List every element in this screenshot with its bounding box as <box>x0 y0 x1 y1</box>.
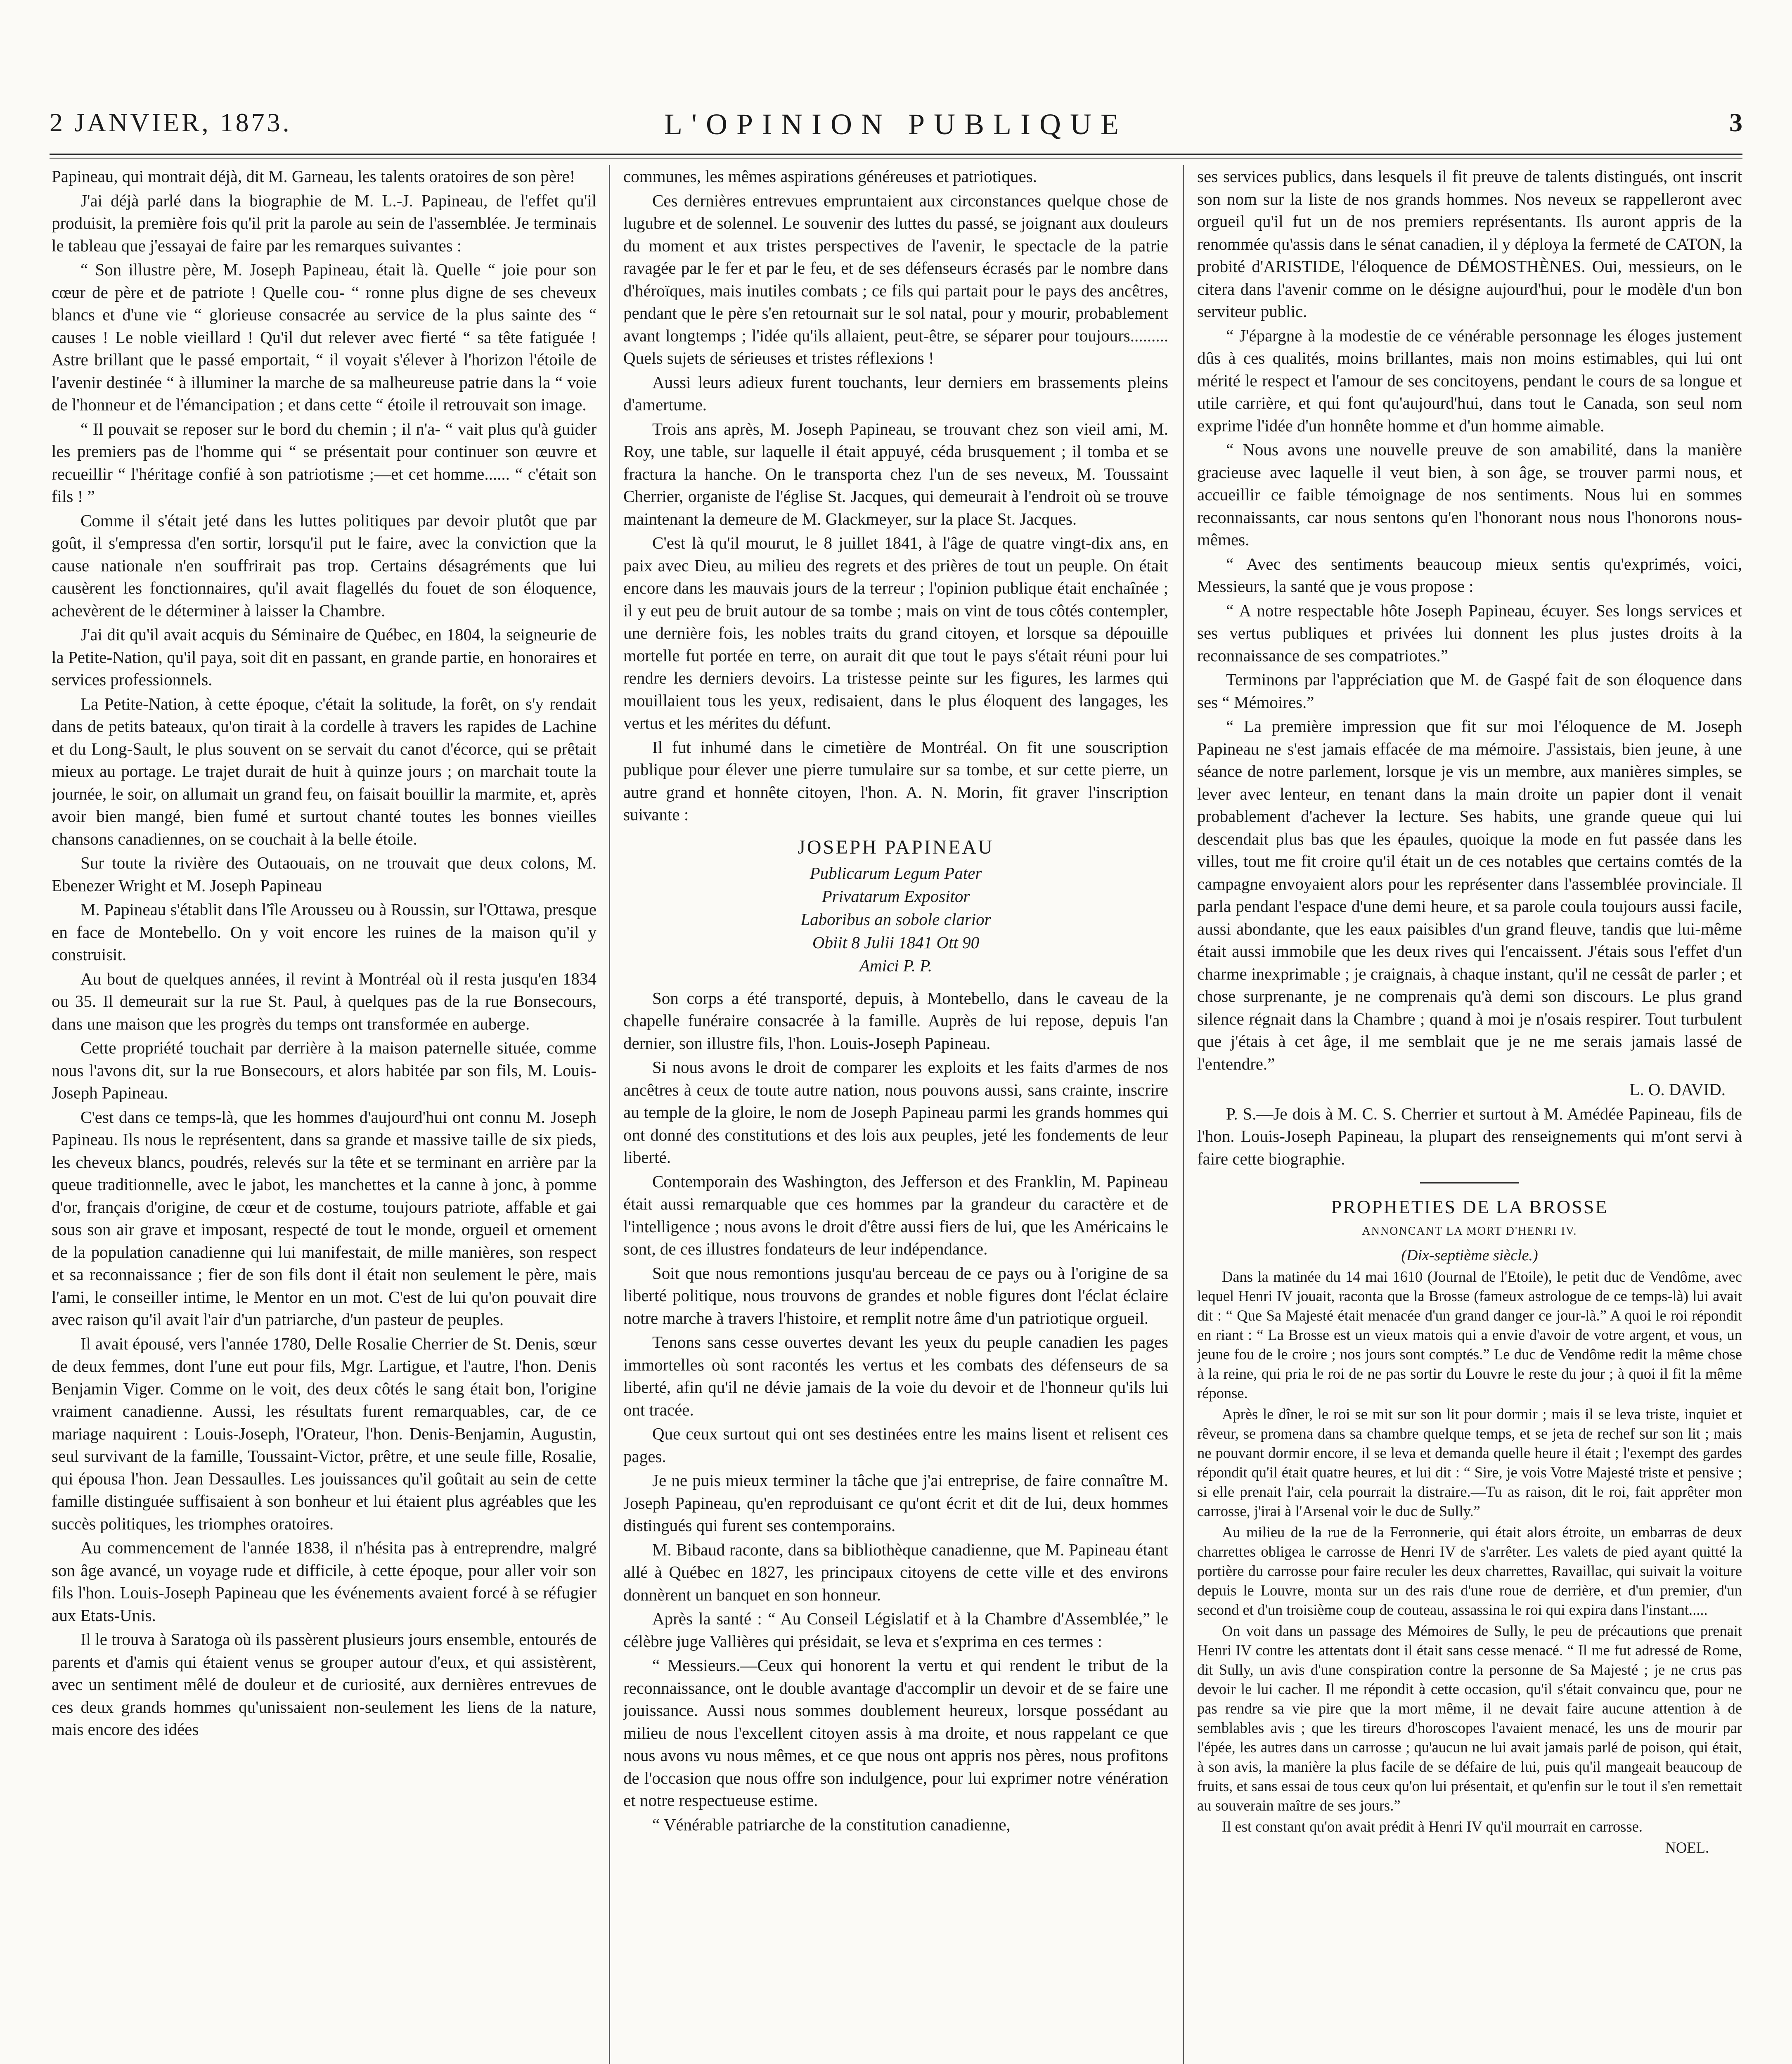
masthead-title: L'OPINION PUBLIQUE <box>664 108 1128 141</box>
paragraph: Au milieu de la rue de la Ferronnerie, qui était alors étroite, un embarras de deux charrettes obligea le carrosse de Henri IV de s'arrêter. Les valets de pied ayant quitté la portière du carrosse pour faire reculer les deux charrettes, Ravaillac, qui suivait la voiture depuis le Louvre, monta sur un des rais d'une roue de derrière, et d'un premier, d'un second et d'un troisième coup de couteau, assassina le roi qui expira dans l'instant..... <box>1197 1523 1742 1618</box>
quote-paragraph: “ J'épargne à la modestie de ce vénérable personnage les éloges justement dûs à ces qualités, moins brillantes, mais non moins estimables, qui lui ont mérité le respect et l'amour de ses concitoyens, pendant le cours de sa longue et utile carrière, et qui font qu'aujourd'hui, dans tout le Canada, son seul nom exprime l'idée d'un honnête homme et d'un homme aimable. <box>1197 326 1742 435</box>
quote-paragraph: “ Messieurs.—Ceux qui honorent la vertu et qui rendent le tribut de la reconnaissance, ont le double avantage d'accomplir un devoir et de se faire une jouissance. Aussi nous sommes doublement heureux, lorsque possédant au milieu de nous l'excellent citoyen assis à ma droite, et nous rappelant ce que nous avons vu nous mêmes, et ce que nous ont appris nos pères, nous profitons de l'occasion que nous offre son indulgence, pour lui exprimer notre vénération et notre respectueuse estime. <box>623 1656 1168 1810</box>
paragraph: ses services publics, dans lesquels il fit preuve de talents distingués, ont inscrit son nom sur la liste de nos grands hommes. Nos neveux se rappelleront avec orgueil qu'il fut un de nos premiers représentants. Ils auront appris de la renommée qu'assis dans le sénat canadien, il y déploya la fermeté de CATON, la probité d'ARISTIDE, l'éloquence de DÉMOSTHÈNES. Oui, messieurs, on le citera dans l'avenir comme on le désigne aujourd'hui, pour le modèle d'un bon serviteur public. <box>1197 167 1742 321</box>
epitaph-line: Privatarum Expositor <box>821 886 970 906</box>
quote-paragraph: “ Il pouvait se reposer sur le bord du chemin ; il n'a- “ vait plus qu'à guider les premiers pas de l'homme qui “ se présentait pour continuer son œuvre et recueillir “ l'héritage confié à son patriotisme ;—et cet homme...... “ c'était son fils ! ” <box>52 419 597 506</box>
paragraph: On voit dans un passage des Mémoires de Sully, le peu de précautions que prenait Henri IV contre les attentats dont il était sans cesse menacé. “ Il me fut adressé de Rome, dit Sully, un avis d'une conspiration contre la personne de Sa Majesté ; je ne crus pas devoir le lui cacher. Il me répondit à cette occasion, qu'il s'était convaincu que, pour ne pas rendre sa vie pire que la mort même, il ne devait faire aucune attention à de semblables avis ; que les tireurs d'horoscopes l'avaient menacé, les uns de mourir par l'épée, les autres dans un carrosse ; qu'aucun ne lui avait jamais parlé de poison, qui était, à son avis, la manière la plus facile de se défaire de lui, puis qu'il mangeait beaucoup de fruits, et sans essai de tous ceux qu'on lui présentait, et qu'enfin sur le tout il s'en remettait au souverain maître de ses jours.” <box>1197 1622 1742 1814</box>
paragraph: Terminons par l'appréciation que M. de Gaspé fait de son éloquence dans ses “ Mémoires.” <box>1197 670 1742 712</box>
paragraph: Contemporain des Washington, des Jefferson et des Franklin, M. Papineau était aussi remarquable que ces hommes par la grandeur du caractère et de l'intelligence ; nous avons le droit d'être aussi fiers de lui, que les Américains le sont, de ces illustres fondateurs de leur indépendance. <box>623 1172 1168 1258</box>
paragraph: Ces dernières entrevues empruntaient aux circonstances quelque chose de lugubre et de solennel. Le souvenir des luttes du passé, se joignant aux douleurs du moment et aux tristes perspectives de l'avenir, le spectacle de la patrie ravagée par le fer et par le feu, et de ses défenseurs écrasés par le nombre dans d'héroïques, mais inutiles combats ; ce fils qui partait pour le pays des ancêtres, pendant que le père s'en retournait sur le sol natal, pour y mourir, probablement avant longtemps ; l'idée qu'ils allaient, peut-être, se séparer pour toujours......... Quels sujets de sérieuses et tristes réflexions ! <box>623 191 1168 367</box>
column-1 <box>52 165 597 2064</box>
quote-paragraph: “ A notre respectable hôte Joseph Papineau, écuyer. Ses longs services et ses vertus publiques et privées lui donnent les plus justes droits à la reconnaissance de ses compatriotes.” <box>1197 601 1742 665</box>
paragraph: Il est constant qu'on avait prédit à Henri IV qu'il mourrait en carrosse. <box>1222 1818 1643 1835</box>
paragraph: La Petite-Nation, à cette époque, c'était la solitude, la forêt, on s'y rendait dans de petits bateaux, qu'on tirait à la cordelle à travers les rapides de Lachine et du Long-Sault, le plus souvent on se servait du canot d'écorce, qui se prêtait mieux au portage. Le trajet durait de huit à quinze jours ; on marchait toute la journée, le soir, on allumait un grand feu, on faisait bouillir la marmite, et, après avoir bien mangé, bien fumé et surtout chanté toutes les bonnes vieilles chansons canadiennes, on se couchait à la belle étoile. <box>52 694 597 848</box>
paragraph: Soit que nous remontions jusqu'au berceau de ce pays ou à l'origine de sa liberté politique, nous trouvons de grandes et noble figures dont l'éclat éclaire notre marche à travers l'histoire, et remplit notre âme d'un patriotique orgueil. <box>623 1263 1168 1328</box>
epitaph-line: Obiit 8 Julii 1841 Ott 90 <box>812 933 980 952</box>
paragraph: Cette propriété touchait par derrière à la maison paternelle située, comme nous l'avons dit, sur la rue Bonsecours, et alors habitée par son fils, M. Louis-Joseph Papineau. <box>52 1038 597 1102</box>
section-title: PROPHETIES DE LA BROSSE <box>1331 1196 1608 1217</box>
quote-paragraph: “ Avec des sentiments beaucoup mieux sentis qu'exprimés, voici, Messieurs, la santé que je vous propose : <box>1197 554 1742 596</box>
author-signature: NOEL. <box>1665 1839 1709 1856</box>
paragraph: Tenons sans cesse ouvertes devant les yeux du peuple canadien les pages immortelles où sont racontés les vertus et les combats des défenseurs de sa liberté, afin qu'il ne dévie jamais de la voie du devoir et de l'honneur qu'ils lui ont tracée. <box>623 1333 1168 1419</box>
issue-date: 2 JANVIER, 1873. <box>50 108 292 137</box>
section-century: (Dix-septième siècle.) <box>1401 1247 1538 1264</box>
paragraph: Trois ans après, M. Joseph Papineau, se trouvant chez son vieil ami, M. Roy, une table, sur laquelle il était appuyé, céda brusquement ; il tomba et se fractura la hanche. On le transporta chez l'un de ses neveux, M. Toussaint Cherrier, organiste de l'église St. Jacques, qui demeurait à l'endroit où se trouve maintenant la demeure de M. Glackmeyer, sur la place St. Jacques. <box>623 419 1168 528</box>
paragraph: Après le dîner, le roi se mit sur son lit pour dormir ; mais il se leva triste, inquiet et rêveur, se promena dans sa chambre quelque temps, et se jeta de rechef sur son lit ; mais ne pouvant dormir encore, il se leva et demanda quelle heure il était ; l'exempt des gardes répondit qu'il était quatre heures, et lui dit : “ Sire, je vois Votre Majesté triste et pensive ; si elle prenait l'air, cela pourrait la distraire.—Tu as raison, dit le roi, fait apprêter mon carrosse, j'irai à l'Arsenal voir le duc de Sully.” <box>1197 1405 1742 1520</box>
paragraph: Il le trouva à Saratoga où ils passèrent plusieurs jours ensemble, entourés de parents et d'amis qui étaient venus se grouper autour d'eux, et qui assistèrent, avec un sentiment mêlé de douleur et de curiosité, aux dernières entrevues de ces deux grands hommes qu'unissaient non-seulement les liens de la nature, mais encore des idées <box>52 1630 597 1739</box>
author-signature: L. O. DAVID. <box>1629 1080 1726 1099</box>
page-number: 3 <box>1729 108 1742 137</box>
quote-paragraph: “ Nous avons une nouvelle preuve de son amabilité, dans la manière gracieuse avec laquelle il veut bien, à son âge, se trouver parmi nous, et accueillir ce faible témoignage de nos sentiments. Nous lui en sommes reconnaissants, car nous sentons qu'en l'honorant nous nous l'honorons nous-mêmes. <box>1197 440 1742 549</box>
quote-paragraph: “ Son illustre père, M. Joseph Papineau, était là. Quelle “ joie pour son cœur de père et de patriote ! Quelle cou- “ ronne plus digne de ses cheveux blancs et d'une vie “ glorieuse consacrée au service de la plus sainte des “ causes ! Le noble vieillard ! Qu'il dut relever avec fierté “ sa tête fatiguée ! Astre brillant que le passé emportait, “ il voyait s'élever à l'horizon l'étoile de l'avenir destinée “ à illuminer la marche de sa malheureuse patrie dans la “ voie de l'honneur et de l'émancipation ; et dans cette “ étoile il retrouvait son image. <box>52 260 597 414</box>
paragraph: communes, les mêmes aspirations généreuses et patriotiques. <box>623 167 1037 186</box>
column-3 <box>1197 165 1742 2064</box>
paragraph: J'ai dit qu'il avait acquis du Séminaire de Québec, en 1804, la seigneurie de la Petite-Nation, qu'il paya, soit dit en passant, en grande partie, en honoraires et services professionnels. <box>52 625 597 689</box>
header-rule <box>50 154 1742 159</box>
paragraph: Si nous avons le droit de comparer les exploits et les faits d'armes de nos ancêtres à ceux de toute autre nation, nous pouvons aussi, sans crainte, inscrire au temple de la gloire, le nom de Joseph Papineau parmi les grands hommes qui ont donné des constitutions et des lois aux peuples, jeté les fondements de leur liberté. <box>623 1058 1168 1167</box>
paragraph: Sur toute la rivière des Outaouais, on ne trouvait que deux colons, M. Ebenezer Wright et M. Joseph Papineau <box>52 853 597 895</box>
paragraph: Que ceux surtout qui ont ses destinées entre les mains lisent et relisent ces pages. <box>623 1424 1168 1466</box>
paragraph: C'est là qu'il mourut, le 8 juillet 1841, à l'âge de quatre vingt-dix ans, en paix avec Dieu, au milieu des regrets et des prières de tout un peuple. On était encore dans les mauvais jours de la terreur ; l'opinion publique était enchaînée ; il y eut peu de bruit autour de sa tombe ; mais on vint de tous côtés contempler, une dernière fois, les nobles traits du grand citoyen, et lorsque sa dépouille mortelle fut portée en terre, on aurait dit que tout le pays s'était réuni pour lui rendre les derniers devoirs. La tristesse peinte sur les figures, les larmes qui mouillaient tous les yeux, redisaient, dans le plus éloquent des langages, les vertus et les mérites du défunt. <box>623 533 1168 732</box>
paragraph: M. Papineau s'établit dans l'île Arousseu ou à Roussin, sur l'Ottawa, presque en face de Montebello. On y voit encore les ruines de la maison qu'il y construisit. <box>52 900 597 964</box>
epitaph-line: Publicarum Legum Pater <box>810 863 982 883</box>
paragraph: C'est dans ce temps-là, que les hommes d'aujourd'hui ont connu M. Joseph Papineau. Ils nous le représentent, dans sa grande et massive taille de six pieds, les cheveux blancs, poudrés, relevés sur la tête et se terminant en arrière par la queue traditionnelle, avec le jabot, les manchettes et la canne à jonc, à pomme d'or, français d'origine, de cœur et de costume, toujours patriote, affable et gai sous son air grave et imposant, respecté de tout le monde, orgueil et ornement de la population canadienne qui lui manifestait, de mille manières, son respect et sa reconnaissance ; fier de son fils dont il était non seulement le père, mais l'ami, le conseiller intime, le Mentor en un mot. C'est de lui qu'on pouvait dire avec raison qu'il avait l'air d'un patriarche, d'un pasteur de peuples. <box>52 1107 597 1329</box>
epitaph-line: Laboribus an sobole clarior <box>800 909 991 929</box>
epitaph-inscription <box>623 836 1168 977</box>
postscript: P. S.—Je dois à M. C. S. Cherrier et surtout à M. Amédée Papineau, fils de l'hon. Louis-Joseph Papineau, la plupart des renseignements qui m'ont servi à faire cette biographie. <box>1197 1104 1742 1168</box>
paragraph: Papineau, qui montrait déjà, dit M. Garneau, les talents oratoires de son père! <box>52 167 575 186</box>
prophecies-article <box>1197 1267 1742 1857</box>
column-divider <box>1183 165 1184 2064</box>
column-divider <box>609 165 610 2064</box>
paragraph: Je ne puis mieux terminer la tâche que j'ai entreprise, de faire connaître M. Joseph Papineau, qu'en reproduisant ce qu'ont écrit et dit de lui, deux hommes distingués qui furent ses contemporains. <box>623 1471 1168 1535</box>
quote-paragraph: “ La première impression que fit sur moi l'éloquence de M. Joseph Papineau ne s'est jamais effacée de ma mémoire. J'assistais, bien jeune, à une séance de notre parlement, lorsque je vis un membre, aux manières simples, se lever avec lenteur, en tenant dans la main droite un papier dont il venait probablement d'achever la lecture. Ses habits, une grande queue qui lui descendait plus bas que les épaules, quoique la mode en fut passée dans les villes, tout me fit croire qu'il était un de ces notables que certains comtés de la campagne envoyaient alors pour les représenter dans l'assemblée provinciale. Il parla pendant l'espace d'une demi heure, et sa parole coula toujours aussi facile, aussi abondante, que les eaux paisibles d'un grand fleuve, tandis que lui-même était aussi immobile que les deux rives qui l'encaissent. J'étais sous l'effet d'un charme inexprimable ; je craignais, à chaque instant, qu'il ne cessât de parler ; et chose surprenante, je ne comprenais qu'à demi son discours. Le plus grand silence régnait dans la Chambre ; quand à moi je n'osais respirer. Tout turbulent que j'étais à cet âge, il me semblait que je ne me serais jamais lassé de l'entendre.” <box>1197 717 1742 1073</box>
paragraph: Son corps a été transporté, depuis, à Montebello, dans le caveau de la chapelle funéraire consacrée à la famille. Auprès de lui repose, depuis l'an dernier, son illustre fils, l'hon. Louis-Joseph Papineau. <box>623 988 1168 1053</box>
paragraph: Au commencement de l'année 1838, il n'hésita pas à entreprendre, malgré son âge avancé, un voyage rude et difficile, à cette époque, pour aller voir son fils l'hon. Louis-Joseph Papineau que les événements avaient forcé à se réfugier aux Etats-Unis. <box>52 1538 597 1625</box>
page-header <box>50 107 1742 153</box>
paragraph: Comme il s'était jeté dans les luttes politiques par devoir plutôt que par goût, il s'empressa d'en sortir, lorsqu'il put le faire, avec la conviction que la cause nationale n'en souffrirait pas trop. Certains désagréments que lui causèrent les fonctionnaires, qu'il avait flagellés du fouet de son éloquence, achevèrent de le déterminer à laisser la Chambre. <box>52 511 597 620</box>
paragraph: Il fut inhumé dans le cimetière de Montréal. On fit une souscription publique pour élever une pierre tumulaire sur sa tombe, et sur cette pierre, un autre grand et honnête citoyen, l'hon. A. N. Morin, fit graver l'inscription suivante : <box>623 737 1168 824</box>
paragraph: Au bout de quelques années, il revint à Montréal où il resta jusqu'en 1834 ou 35. Il demeurait sur la rue St. Paul, à quelques pas de la rue Bonsecours, dans une maison que les progrès du temps ont transformée en auberge. <box>52 969 597 1033</box>
quote-paragraph: “ Vénérable patriarche de la constitution canadienne, <box>652 1815 1011 1834</box>
epitaph-line: Amici P. P. <box>859 956 933 975</box>
paragraph: Il avait épousé, vers l'année 1780, Delle Rosalie Cherrier de St. Denis, sœur de deux femmes, dont l'une eut pour fils, Mgr. Lartigue, et l'autre, l'hon. Denis Benjamin Viger. Comme on le voit, des deux côtés le sang était bon, l'origine vraiment canadienne. Aussi, les résultats furent remarquables, car, de ce mariage naquirent : Louis-Joseph, l'Orateur, l'hon. Denis-Benjamin, Augustin, seul survivant de la famille, Toussaint-Victor, prêtre, et une seule fille, Rosalie, qui épousa l'hon. Jean Dessaulles. Les jouissances qu'il goûtait au sein de cette famille distinguée suffisaient à son bonheur et lui étaient plus agréables que les succès politiques, les triomphes oratoires. <box>52 1334 597 1533</box>
epitaph-name: JOSEPH PAPINEAU <box>798 836 994 858</box>
paragraph: J'ai déjà parlé dans la biographie de M. L.-J. Papineau, de l'effet qu'il produisit, la première fois qu'il prit la parole au sein de l'assemblée. Je terminais le tableau que j'essayai de faire par les remarques suivantes : <box>52 191 597 255</box>
section-divider <box>1420 1182 1519 1183</box>
paragraph: Après la santé : “ Au Conseil Législatif et à la Chambre d'Assemblée,” le célèbre juge Vallières qui présidait, se leva et s'exprima en ces termes : <box>623 1609 1168 1651</box>
section-subtitle: ANNONCANT LA MORT D'HENRI IV. <box>1362 1224 1577 1238</box>
paragraph: Dans la matinée du 14 mai 1610 (Journal de l'Etoile), le petit duc de Vendôme, avec lequel Henri IV jouait, raconta que la Brosse (fameux astrologue de ce temps-là) lui avait dit : “ Que Sa Majesté était menacée d'un grand danger ce jour-là.” A quoi le roi répondit en riant : “ La Brosse est un vieux matois qui a envie d'avoir de votre argent, et vous, un jeune fou de le croire ; nos jours sont comptés.” Le duc de Vendôme redit la même chose à la reine, qui pria le roi de ne pas sortir du Louvre le reste du jour ; à quoi il fit la même réponse. <box>1197 1268 1742 1401</box>
paragraph: M. Bibaud raconte, dans sa bibliothèque canadienne, que M. Papineau étant allé à Québec en 1827, les principaux citoyens de cette ville et des environs donnèrent un banquet en son honneur. <box>623 1540 1168 1604</box>
paragraph: Aussi leurs adieux furent touchants, leur derniers em brassements pleins d'amertume. <box>623 372 1168 414</box>
column-2 <box>623 165 1168 2064</box>
